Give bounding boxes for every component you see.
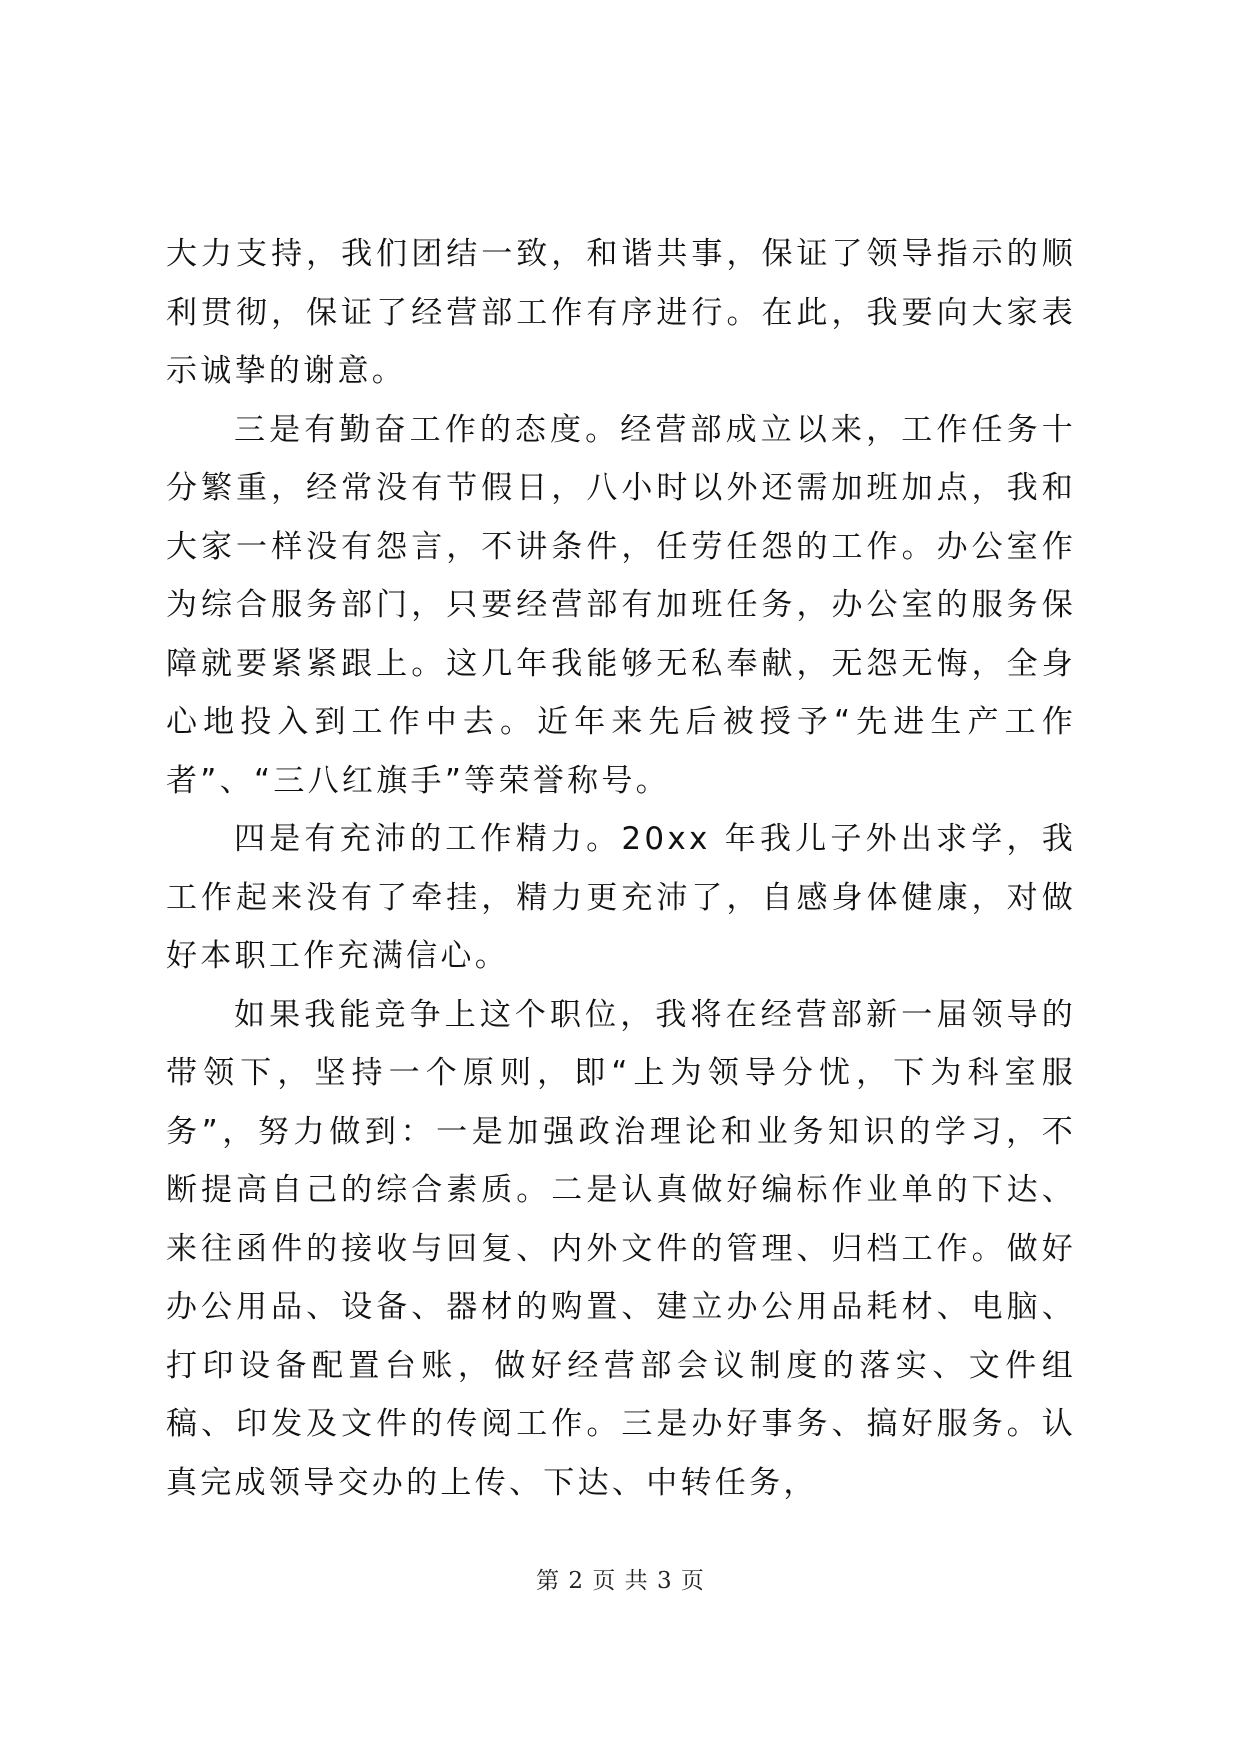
page-number-footer: 第 2 页 共 3 页 [536, 1568, 705, 1594]
document-body [166, 225, 1076, 1512]
paragraph-gratitude: 大力支持，我们团结一致，和谐共事，保证了领导指示的顺利贯彻，保证了经营部工作有序进行。在此，我要向大家表示诚挚的谢意。 [166, 236, 1076, 389]
paragraph-plans: 如果我能竞争上这个职位，我将在经营部新一届领导的带领下，坚持一个原则，即“上为领导分忧，下为科室服务”，努力做到：一是加强政治理论和业务知识的学习，不断提高自己的综合素质。二是认真做好编标作业单的下达、来往函件的接收与回复、内外文件的管理、归档工作。做好办公用品、设备、器材的购置、建立办公用品耗材、电脑、打印设备配置台账，做好经营部会议制度的落实、文件组稿、印发及文件的传阅工作。三是办好事务、搞好服务。认真完成领导交办的上传、下达、中转任务， [166, 996, 1076, 1501]
paragraph-work-energy: 四是有充沛的工作精力。20xx 年我儿子外出求学，我工作起来没有了牵挂，精力更充沛了，自感身体健康，对做好本职工作充满信心。 [166, 821, 1076, 974]
paragraph-work-attitude: 三是有勤奋工作的态度。经营部成立以来，工作任务十分繁重，经常没有节假日，八小时以外还需加班加点，我和大家一样没有怨言，不讲条件，任劳任怨的工作。办公室作为综合服务部门，只要经营部有加班任务，办公室的服务保障就要紧紧跟上。这几年我能够无私奉献，无怨无悔，全身心地投入到工作中去。近年来先后被授予“先进生产工作者”、“三八红旗手”等荣誉称号。 [166, 411, 1076, 799]
